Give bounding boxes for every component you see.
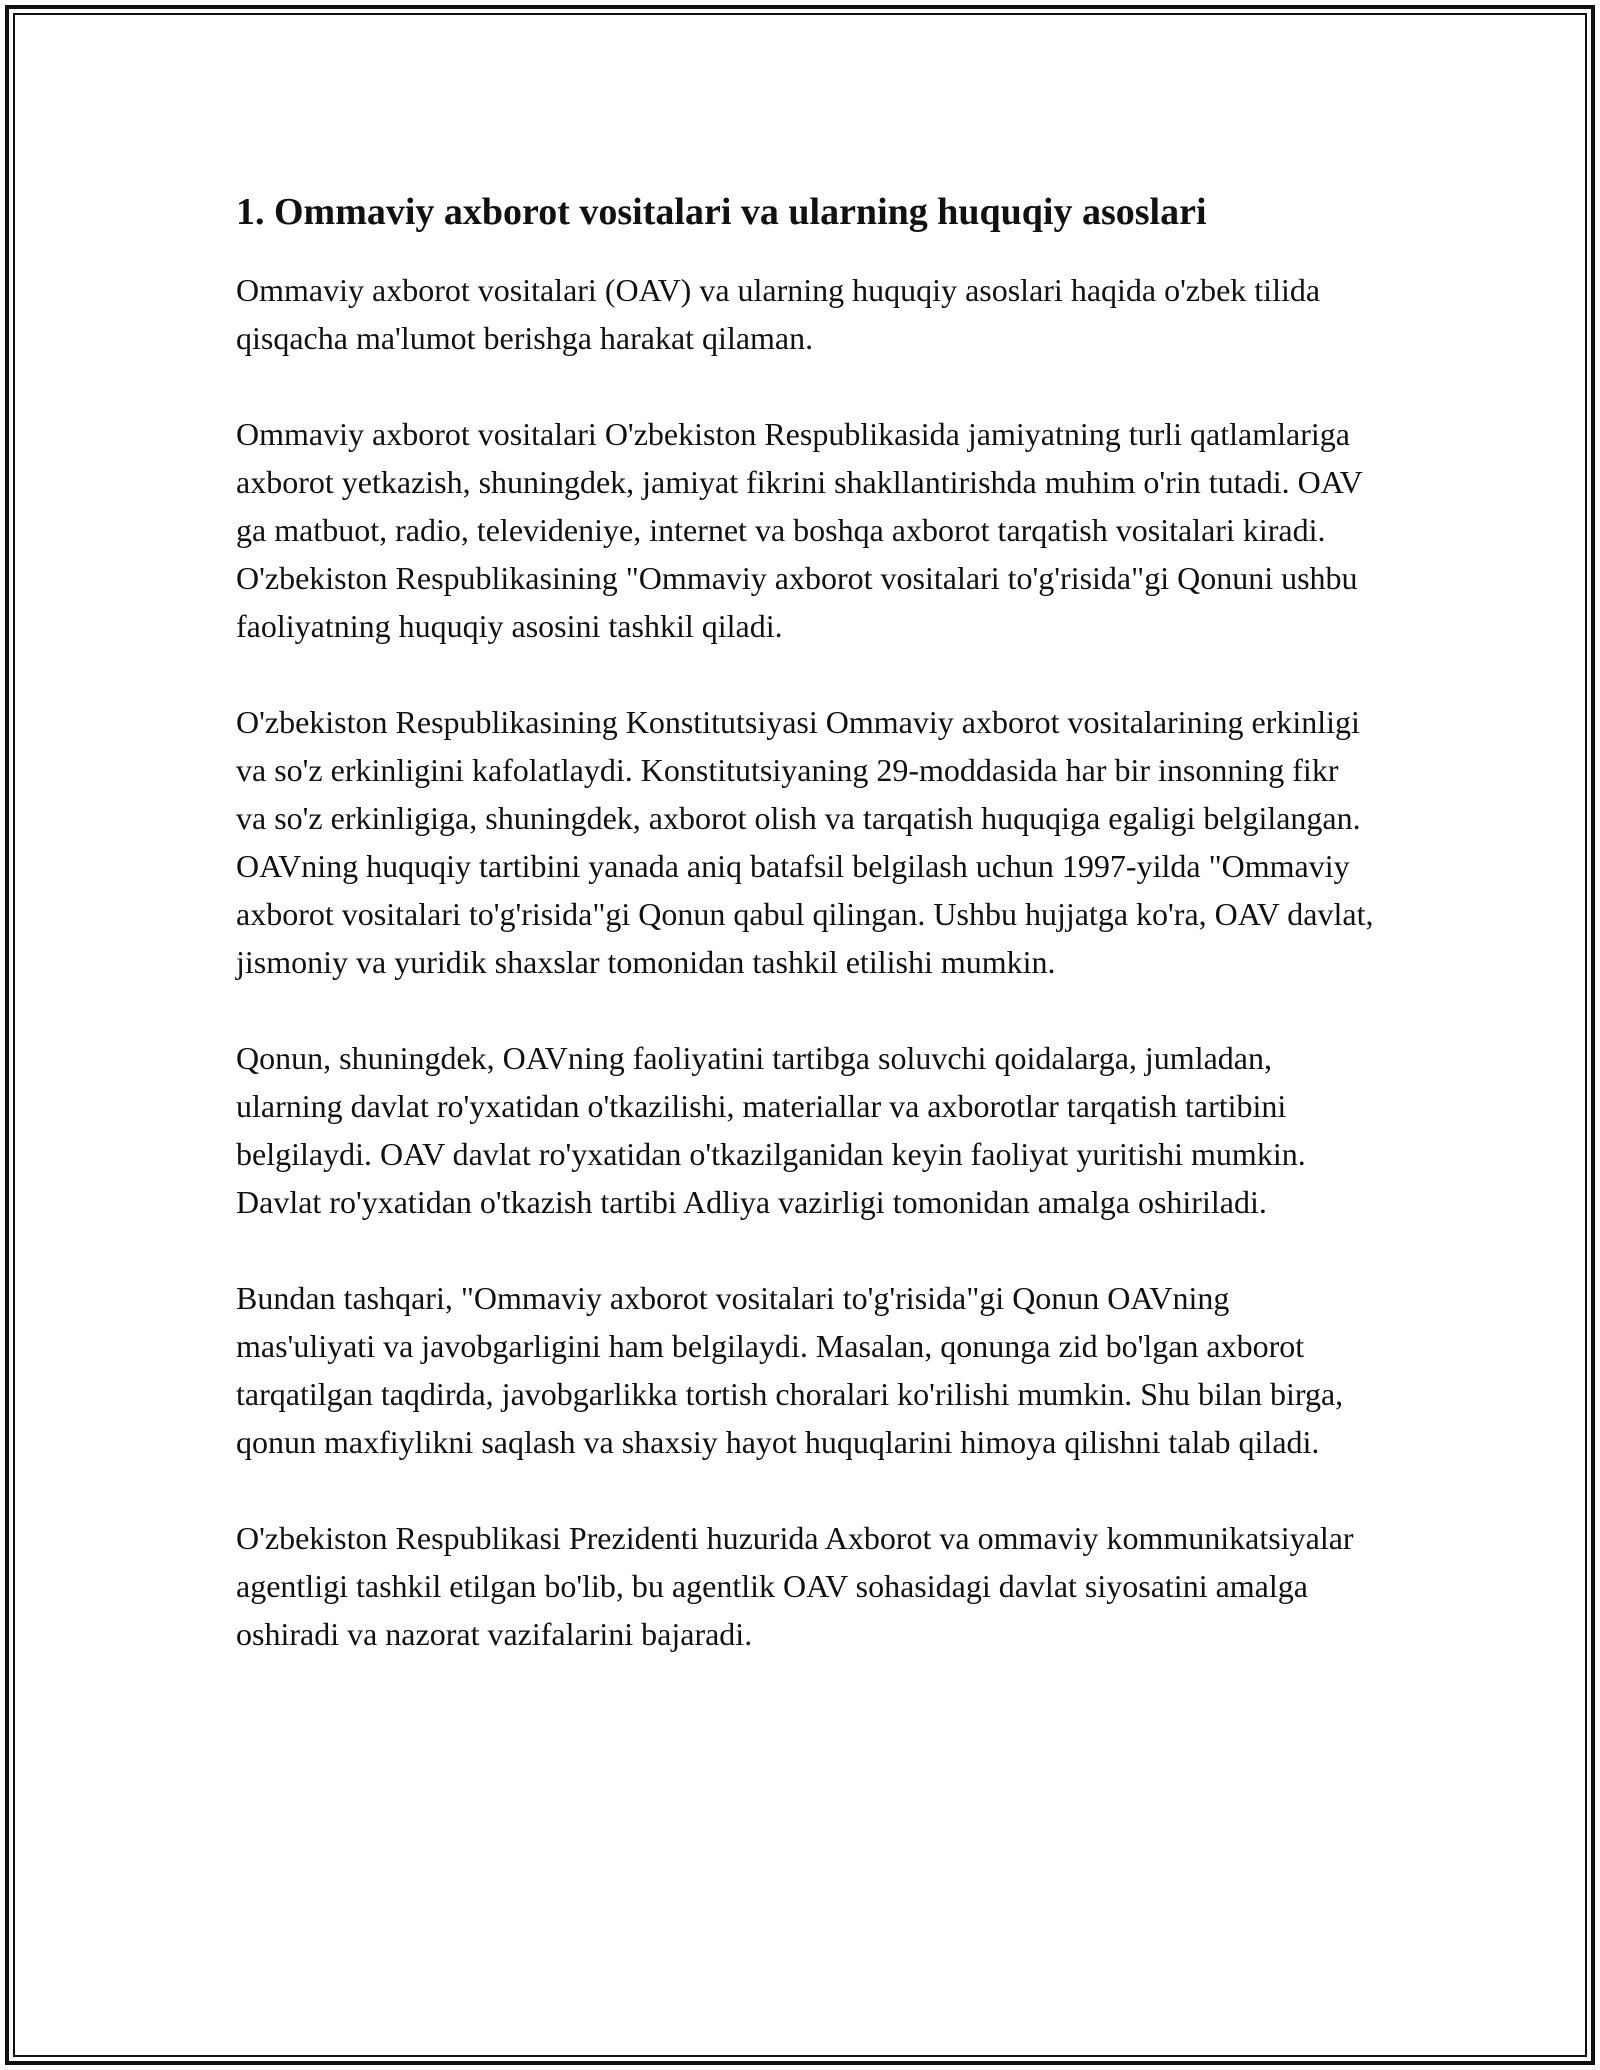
paragraph-intro: Ommaviy axborot vositalari (OAV) va ularning huquqiy asoslari haqida o'zbek tilida qisqacha ma'lumot berishga harakat qilaman. — [236, 272, 1321, 356]
paragraph-constitution: O'zbekiston Respublikasining Konstitutsiyasi Ommaviy axborot vositalarining erkinligi va so'z erkinligini kafolatlaydi. Konstitutsiyaning 29-moddasida har bir insonning fikr va so'z erkinligiga, shuningdek, axborot olish va tarqatish huquqiga egaligi belgilangan. OAVning huquqiy tartibini yanada aniq batafsil belgilash uchun 1997-yilda "Ommaviy axborot vositalari to'g'risida"gi Qonun qabul qilingan. Ushbu hujjatga ko'ra, OAV davlat, jismoniy va yuridik shaxslar tomonidan tashkil etilishi mumkin. — [236, 704, 1374, 980]
document-body — [236, 186, 1376, 1706]
paragraph-agency: O'zbekiston Respublikasi Prezidenti huzurida Axborot va ommaviy kommunikatsiyalar agentligi tashkil etilgan bo'lib, bu agentlik OAV sohasidagi davlat siyosatini amalga oshiradi va nazorat vazifalarini bajaradi. — [236, 1520, 1354, 1652]
paragraph-responsibility: Bundan tashqari, "Ommaviy axborot vositalari to'g'risida"gi Qonun OAVning mas'uliyati va javobgarligini ham belgilaydi. Masalan, qonunga zid bo'lgan axborot tarqatilgan taqdirda, javobgarlikka tortish choralari ko'rilishi mumkin. Shu bilan birga, qonun maxfiylikni saqlash va shaxsiy hayot huquqlarini himoya qilishni talab qiladi. — [236, 1280, 1344, 1460]
paragraph-role-of-media: Ommaviy axborot vositalari O'zbekiston Respublikasida jamiyatning turli qatlamlariga axborot yetkazish, shuningdek, jamiyat fikrini shakllantirishda muhim o'rin tutadi. OAV ga matbuot, radio, televideniye, internet va boshqa axborot tarqatish vositalari kiradi. O'zbekiston Respublikasining "Ommaviy axborot vositalari to'g'risida"gi Qonuni ushbu faoliyatning huquqiy asosini tashkil qiladi. — [236, 416, 1363, 644]
document-title: 1. Ommaviy axborot vositalari va ularning huquqiy asoslari — [236, 191, 1207, 233]
paragraph-registration: Qonun, shuningdek, OAVning faoliyatini tartibga soluvchi qoidalarga, jumladan, ularning davlat ro'yxatidan o'tkazilishi, materiallar va axborotlar tarqatish tartibini belgilaydi. OAV davlat ro'yxatidan o'tkazilganidan keyin faoliyat yuritishi mumkin. Davlat ro'yxatidan o'tkazish tartibi Adliya vazirligi tomonidan amalga oshiriladi. — [236, 1040, 1306, 1220]
